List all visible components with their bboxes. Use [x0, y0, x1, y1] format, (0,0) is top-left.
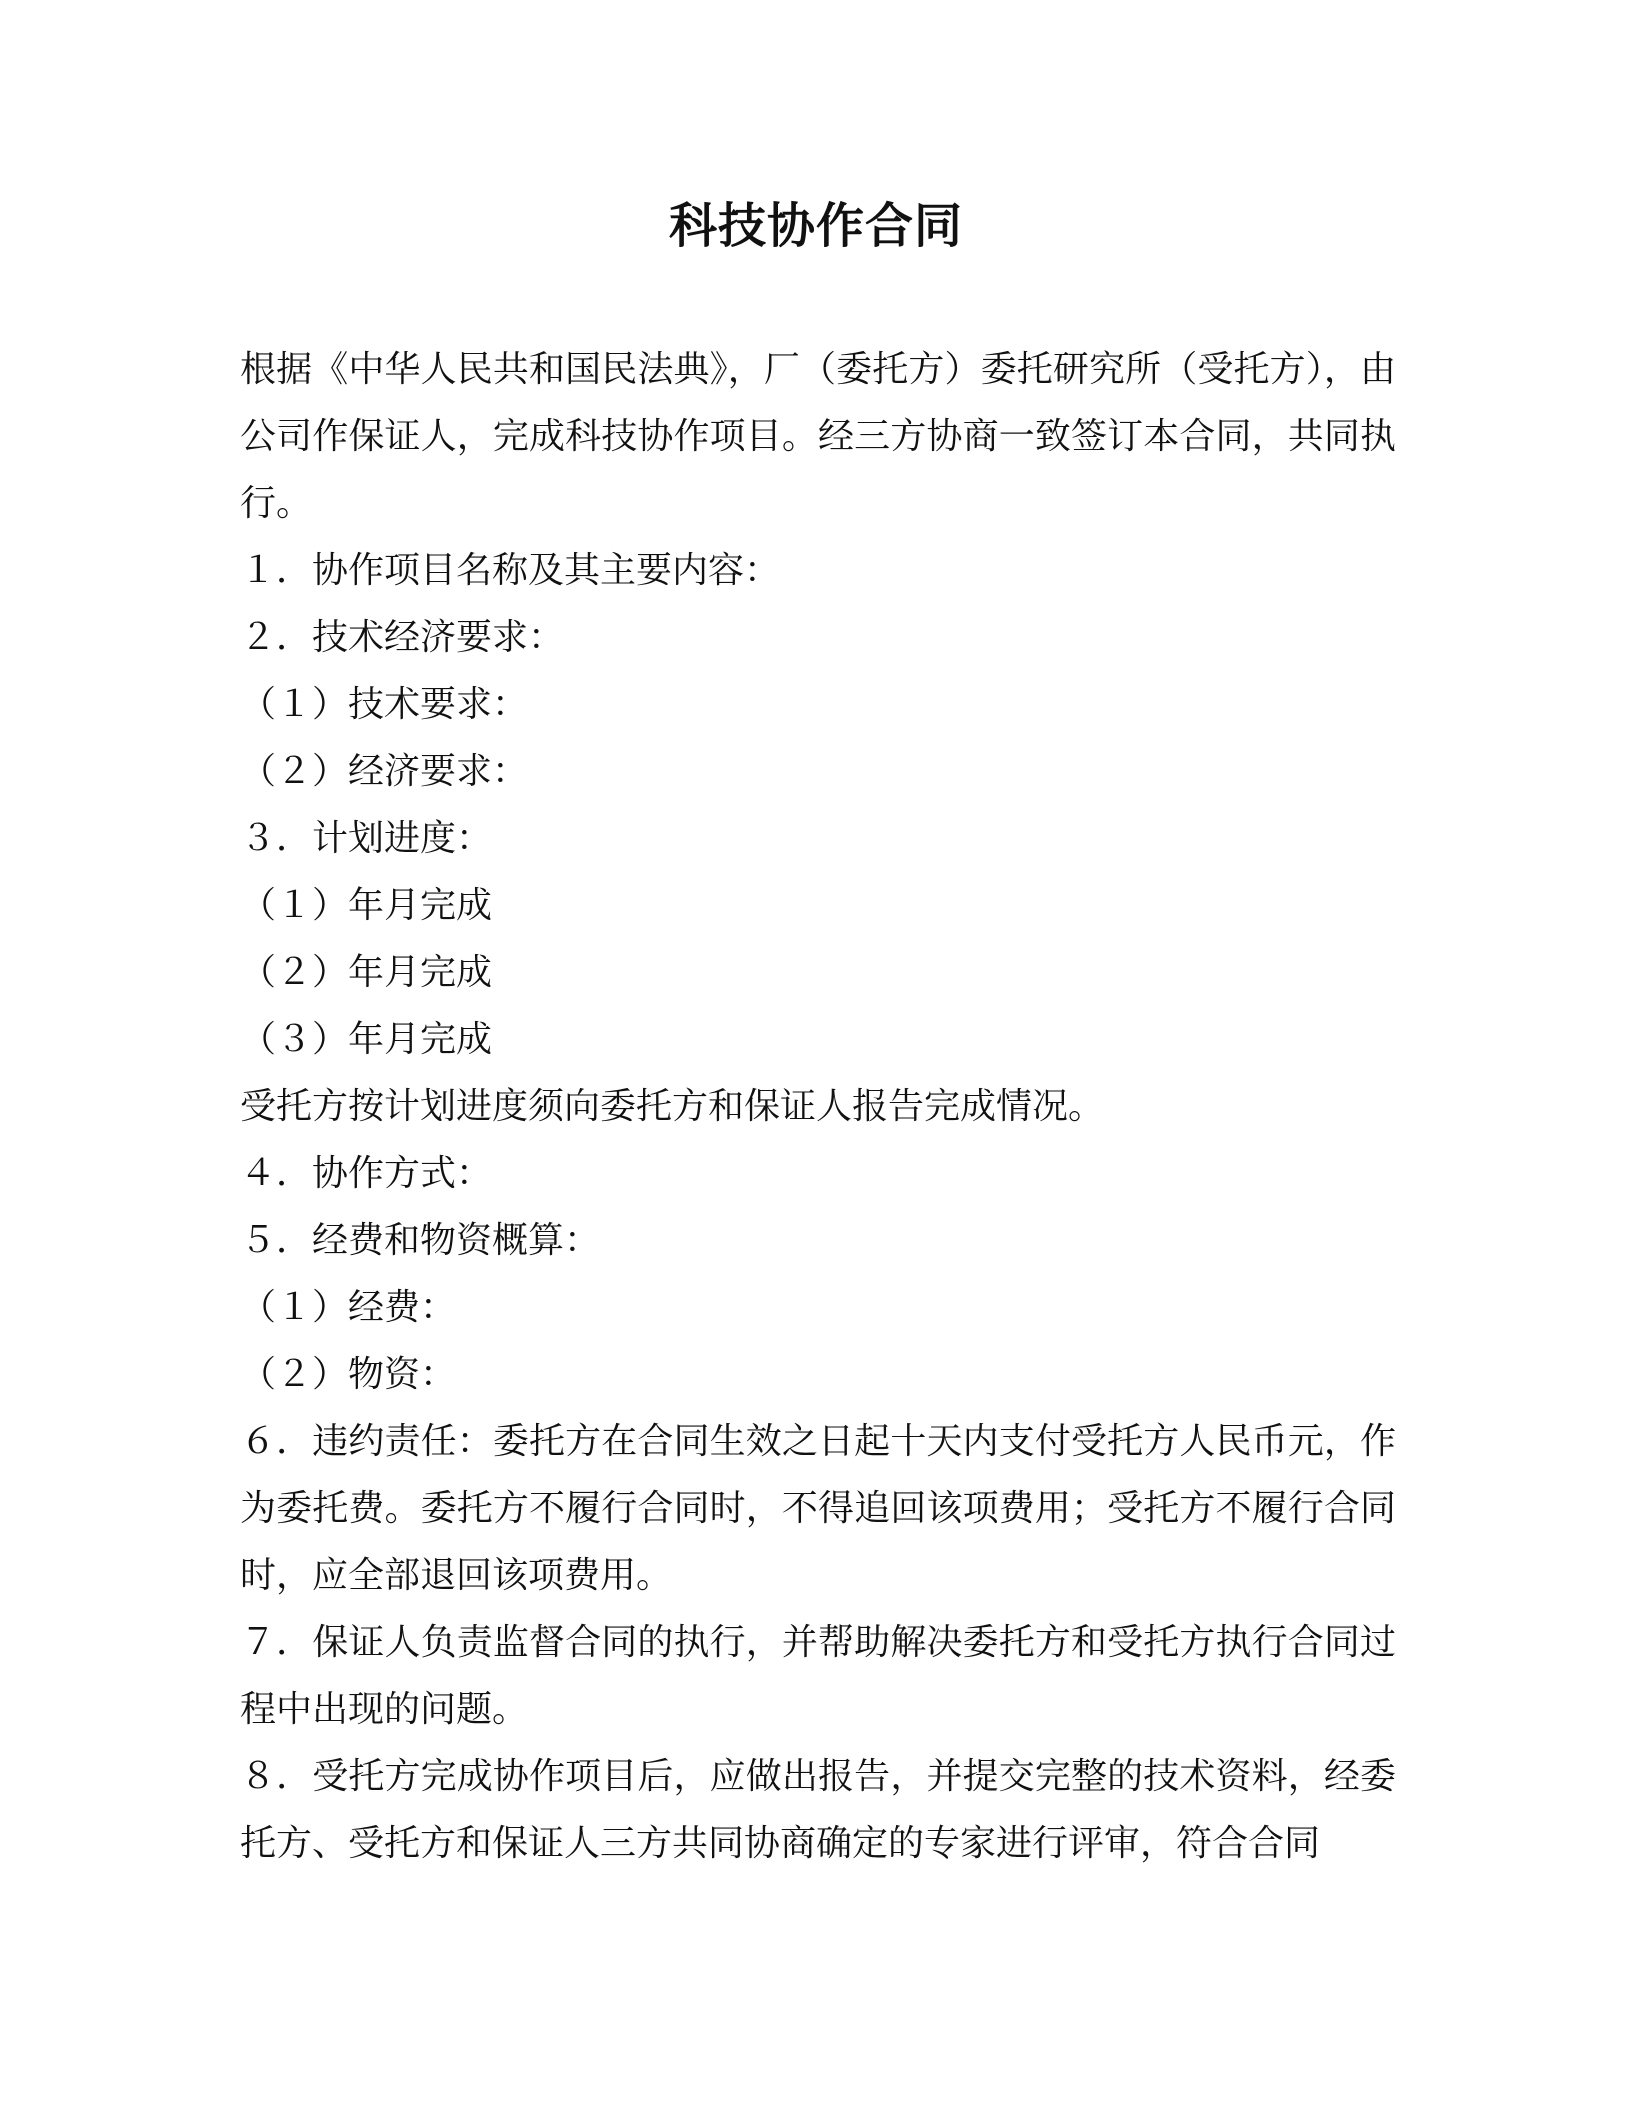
- clause-8: ８．受托方完成协作项目后，应做出报告，并提交完整的技术资料，经委托方、受托方和保证人三方共同协商确定的专家进行评审，符合合同: [240, 1756, 1396, 1864]
- clause-5: ５．经费和物资概算：: [240, 1220, 601, 1261]
- document-title: 科技协作合同: [668, 198, 963, 254]
- clause-2-item-2: （２）经济要求：: [240, 751, 529, 792]
- clause-3-item-1: （１）年月完成: [240, 885, 493, 926]
- document-body: [240, 336, 1396, 1877]
- clause-3-note: 受托方按计划进度须向委托方和保证人报告完成情况。: [240, 1086, 1105, 1127]
- clause-5-item-2: （２）物资：: [240, 1354, 457, 1395]
- clause-1: １．协作项目名称及其主要内容：: [240, 550, 781, 591]
- clause-2: ２．技术经济要求：: [240, 617, 565, 658]
- clause-6: ６．违约责任：委托方在合同生效之日起十天内支付受托方人民币元，作为委托费。委托方不履行合同时，不得追回该项费用；受托方不履行合同时，应全部退回该项费用。: [240, 1421, 1396, 1596]
- clause-5-item-1: （１）经费：: [240, 1287, 457, 1328]
- clause-3-item-2: （２）年月完成: [240, 952, 493, 993]
- intro-paragraph: 根据《中华人民共和国民法典》，厂（委托方）委托研究所（受托方），由公司作保证人，完成科技协作项目。经三方协商一致签订本合同，共同执行。: [240, 349, 1396, 524]
- clause-3: ３．计划进度：: [240, 818, 493, 859]
- clause-4: ４．协作方式：: [240, 1153, 493, 1194]
- clause-2-item-1: （１）技术要求：: [240, 684, 529, 725]
- clause-7: ７．保证人负责监督合同的执行，并帮助解决委托方和受托方执行合同过程中出现的问题。: [240, 1622, 1396, 1730]
- clause-3-item-3: （３）年月完成: [240, 1019, 493, 1060]
